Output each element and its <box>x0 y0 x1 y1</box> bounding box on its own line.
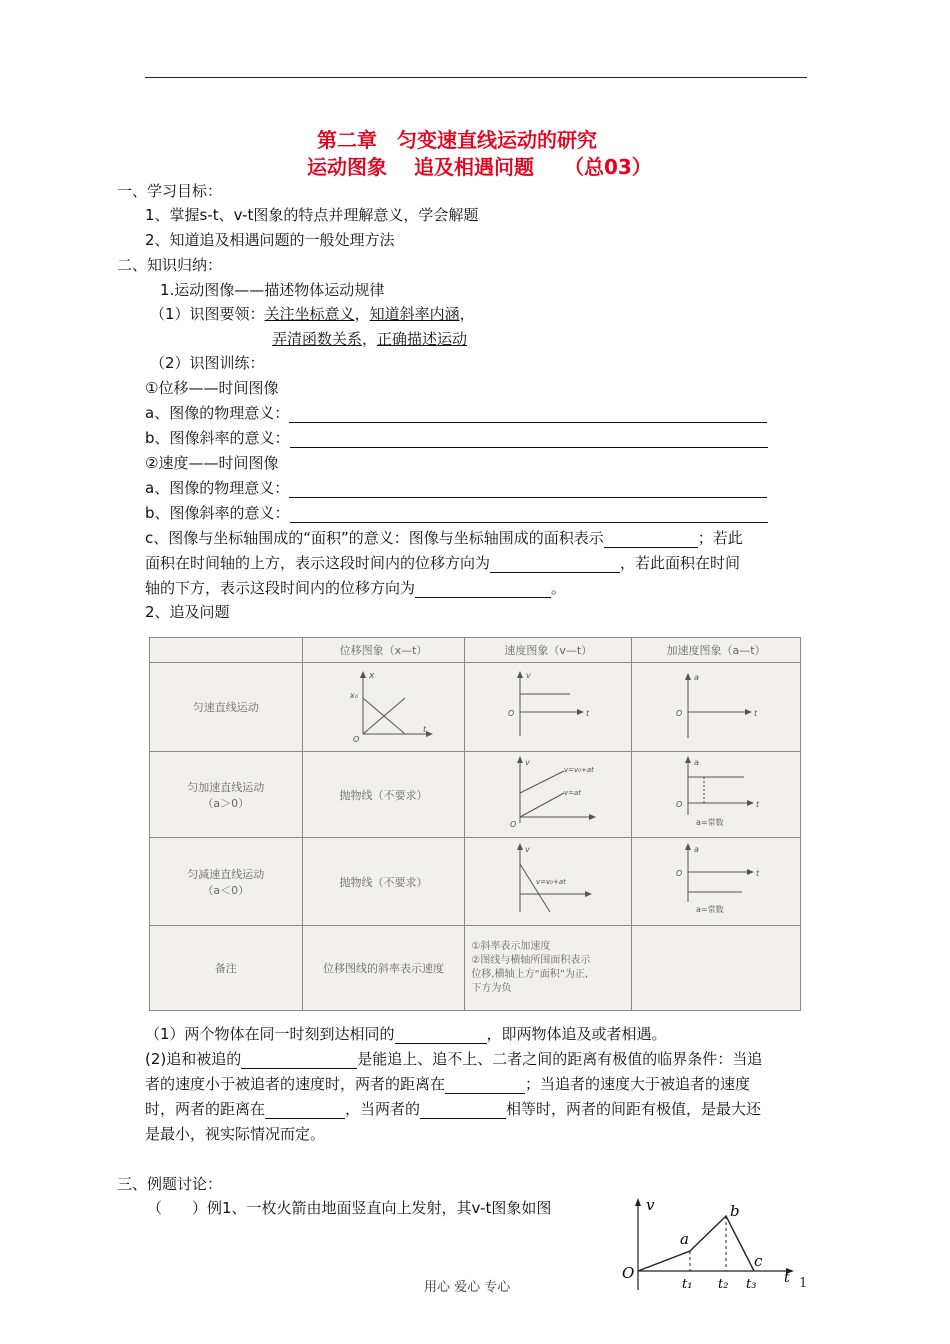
empty-cell <box>632 926 801 1011</box>
page-number: 1 <box>799 1276 808 1291</box>
st-meaning-label: a、图像的物理意义： <box>145 404 290 422</box>
tip-separator: ， <box>354 305 370 323</box>
axis-label: x <box>369 670 375 681</box>
area-text: 轴的下方，表示这段时间内的位移方向为 <box>145 579 416 597</box>
at-accelerating-graph <box>666 755 766 831</box>
chase-text: ，即两物体追及或者相遇。 <box>486 1025 667 1043</box>
vt-meaning-label: a、图像的物理意义： <box>145 479 290 497</box>
axis-label: O <box>510 820 517 829</box>
st-slope-blank[interactable] <box>290 431 768 448</box>
axis-label: t <box>784 1270 790 1286</box>
chase-blank-1[interactable] <box>395 1027 487 1044</box>
tip-separator: ， <box>459 305 475 323</box>
table-row <box>150 838 801 926</box>
constant-label: a=常数 <box>696 905 724 914</box>
axis-label: O <box>353 734 360 744</box>
at-graph-cell <box>632 838 801 926</box>
axis-label: O <box>676 708 683 718</box>
point-label: b <box>730 1202 740 1220</box>
vt-slope-label: b、图像斜率的意义： <box>145 504 290 522</box>
top-rule <box>145 77 807 78</box>
at-uniform-graph <box>666 668 766 744</box>
axis-label: v <box>526 670 532 680</box>
axis-label: t <box>586 708 590 718</box>
chase-text: ；当追者的速度大于被追者的速度 <box>525 1075 751 1093</box>
row-label-text: 匀减速直线运动 <box>187 867 265 881</box>
chase-blank-3[interactable] <box>445 1077 525 1094</box>
row-label <box>150 838 303 926</box>
chase-text: ，当两者的 <box>345 1100 421 1118</box>
lesson-title: 运动图象 追及相遇问题 （总03） <box>307 155 652 179</box>
table-row <box>150 926 801 1011</box>
area-text: 。 <box>551 579 567 597</box>
tick-label: t₁ <box>682 1277 693 1292</box>
axis-label: v <box>646 1196 655 1214</box>
axis-label: a <box>694 845 699 854</box>
vt-meaning-blank[interactable] <box>289 481 767 498</box>
formula-label: v=at <box>564 789 582 797</box>
chase-text: 者的速度小于被追者的速度时，两者的距离在 <box>145 1075 446 1093</box>
row-label <box>150 752 303 838</box>
area-line-2 <box>145 553 740 573</box>
vt-decelerating-graph <box>498 842 598 918</box>
chase-line-1 <box>145 1024 667 1044</box>
point-label: a <box>680 1230 689 1248</box>
vt-accelerating-graph <box>498 755 598 831</box>
motion-summary-table <box>149 637 801 1011</box>
header-cell: 位移图象（x—t） <box>302 638 465 663</box>
axis-label: v <box>525 845 531 854</box>
axis-label: t <box>756 800 760 809</box>
header-cell: 速度图象（v—t） <box>465 638 632 663</box>
chase-text: （1）两个物体在同一时刻到达相同的 <box>145 1025 395 1043</box>
area-line-3 <box>145 578 566 598</box>
remark-cell <box>465 926 632 1011</box>
constant-label: a=常数 <box>696 818 724 827</box>
vt-uniform-graph <box>498 668 598 744</box>
section1-heading: 一、学习目标： <box>117 182 223 200</box>
axis-label: a <box>694 672 699 682</box>
vt-slope <box>145 503 768 523</box>
xt-text-cell: 抛物线（不要求） <box>302 838 465 926</box>
chase-line-4 <box>145 1099 761 1119</box>
chase-text: (2)追和被追的 <box>145 1050 242 1068</box>
vt-meaning <box>145 478 767 498</box>
vt-graph-cell <box>465 752 632 838</box>
training-heading: （2）识图训练： <box>150 354 265 372</box>
area-blank-2[interactable] <box>490 556 620 573</box>
axis-label: t <box>756 869 760 878</box>
chase-line-3 <box>145 1074 750 1094</box>
remark-line: ②图线与横轴所围面积表示 <box>471 955 591 966</box>
chase-heading: 2、追及问题 <box>145 603 230 621</box>
footer-motto: 用心 爱心 专心 <box>424 1280 511 1295</box>
chapter-title: 第二章 匀变速直线运动的研究 <box>317 128 597 152</box>
vt-graph-cell <box>465 663 632 752</box>
area-text: c、图像与坐标轴围成的“面积”的意义：图像与坐标轴围成的面积表示 <box>145 529 604 547</box>
chase-text: 时，两者的距离在 <box>145 1100 266 1118</box>
st-graph-title: ①位移——时间图像 <box>145 379 279 397</box>
vt-slope-blank[interactable] <box>290 506 768 523</box>
vt-graph-cell <box>465 838 632 926</box>
chase-text: 相等时，两者的间距有极值，是最大还 <box>506 1100 762 1118</box>
table-row <box>150 752 801 838</box>
chase-blank-2[interactable] <box>241 1052 357 1069</box>
remark-cell: 位移图线的斜率表示速度 <box>302 926 465 1011</box>
axis-label: O <box>622 1264 635 1282</box>
tip-slope: 知道斜率内涵 <box>369 305 460 323</box>
header-cell <box>150 638 303 663</box>
axis-label: x₀ <box>350 690 359 700</box>
row-label: 备注 <box>150 926 303 1011</box>
st-meaning-blank[interactable] <box>289 406 767 423</box>
chase-blank-5[interactable] <box>420 1102 506 1119</box>
answer-bracket[interactable]: （ ） <box>147 1199 208 1217</box>
chase-text: 是能追上、追不上、二者之间的距离有极值的临界条件：当追 <box>357 1050 763 1068</box>
example-1-text: 例1、一枚火箭由地面竖直向上发射，其v-t图象如图 <box>207 1199 552 1217</box>
axis-label: O <box>676 869 683 878</box>
rocket-vt-graph <box>620 1196 800 1294</box>
table-header-row <box>150 638 801 663</box>
area-line-1 <box>145 528 743 548</box>
st-slope <box>145 428 768 448</box>
section3-heading: 三、例题讨论： <box>117 1175 223 1193</box>
area-text: ，若此面积在时间 <box>620 554 741 572</box>
row-label-text: 匀加速直线运动 <box>187 780 265 794</box>
axis-label: O <box>676 800 683 809</box>
row-label-sub: （a＜0） <box>202 883 250 897</box>
st-meaning <box>145 403 767 423</box>
axis-label: t <box>754 708 758 718</box>
table-row <box>150 663 801 752</box>
goal-1: 1、掌握s-t、v-t图象的特点并理解意义，学会解题 <box>145 206 479 224</box>
point-label: c <box>754 1252 763 1270</box>
st-slope-label: b、图像斜率的意义： <box>145 429 290 447</box>
reading-tips-cont <box>272 329 467 349</box>
remark-line: 位移,横轴上方“面积”为正, <box>471 969 589 980</box>
at-decelerating-graph <box>666 842 766 918</box>
chase-blank-4[interactable] <box>265 1102 345 1119</box>
row-label-sub: （a＞0） <box>202 796 250 810</box>
chase-line-5: 是最小，视实际情况而定。 <box>145 1125 326 1143</box>
tip-describe: 正确描述运动 <box>377 330 468 348</box>
chase-line-2 <box>145 1049 762 1069</box>
area-text: ；若此 <box>697 529 743 547</box>
xt-graph-cell <box>302 663 465 752</box>
vt-graph-title: ②速度——时间图像 <box>145 454 279 472</box>
section2-heading: 二、知识归纳： <box>117 256 223 274</box>
at-graph-cell <box>632 663 801 752</box>
tip-coordinates: 关注坐标意义 <box>264 305 355 323</box>
formula-label: v=v₀+at <box>564 766 595 774</box>
axis-label: v <box>525 758 531 767</box>
reading-tips-label: （1）识图要领： <box>150 305 265 323</box>
axis-label: O <box>508 708 515 718</box>
axis-label: t <box>423 724 427 734</box>
xt-text-cell: 抛物线（不要求） <box>302 752 465 838</box>
xt-uniform-graph <box>333 668 433 744</box>
area-blank-3[interactable] <box>415 581 551 598</box>
tick-label: t₃ <box>746 1277 757 1292</box>
reading-tips <box>150 304 475 324</box>
remark-line: 下方为负 <box>471 983 512 994</box>
tip-function: 弄清函数关系 <box>272 330 363 348</box>
tick-label: t₂ <box>718 1277 729 1292</box>
tip-separator: ， <box>362 330 378 348</box>
header-cell: 加速度图象（a—t） <box>632 638 801 663</box>
area-blank-1[interactable] <box>604 531 698 548</box>
formula-label: v=v₀+at <box>536 878 567 886</box>
row-label: 匀速直线运动 <box>150 663 303 752</box>
goal-2: 2、知道追及相遇问题的一般处理方法 <box>145 231 395 249</box>
at-graph-cell <box>632 752 801 838</box>
area-text: 面积在时间轴的上方，表示这段时间内的位移方向为 <box>145 554 491 572</box>
axis-label: a <box>694 758 699 767</box>
remark-line: ①斜率表示加速度 <box>471 941 551 952</box>
example-1 <box>147 1198 551 1218</box>
motion-graph-heading: 1.运动图像——描述物体运动规律 <box>160 281 385 299</box>
